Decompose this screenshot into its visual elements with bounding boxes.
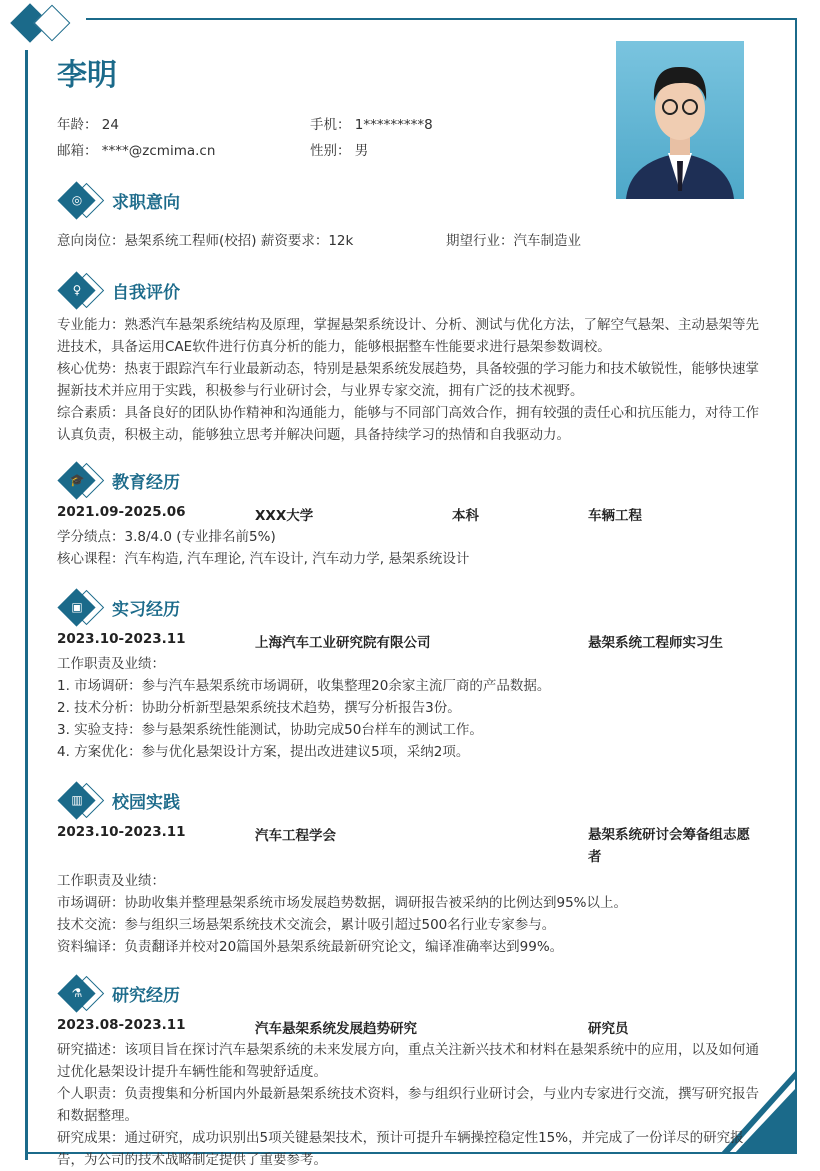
section-job-intent: ◎ 求职意向 意向岗位：悬架系统工程师(校招) 薪资要求：12k 期望行业：汽车制造业 — [57, 180, 767, 252]
section-self-evaluation: ♀ 自我评价 专业能力：熟悉汽车悬架系统结构及原理，掌握悬架系统设计、分析、测试与优化方法，了解空气悬架、主动悬架等先进技术，具备运用CAE软件进行仿真分析的能力，能够根据整车性能要求进行悬架参数调校。 核心优势：热衷于跟踪汽车行业最新动态，特别是悬架系统发展趋势，具备较强的学习能力和技术敏锐性，能够快速掌握新技术并应用于实践，积极参与行业研讨会，与业界专家交流，拥有广泛的技术视野。 综合素质：具备良好的团队协作精神和沟通能力，能够与不同部门高效合作，拥有较强的责任心和抗压能力，对待工作认真负责，积极主动，能够独立思考并解决问题，具备持续学习的热情和自我驱动力。 — [57, 270, 767, 446]
section-title: 求职意向 — [112, 192, 180, 213]
section-title: 教育经历 — [112, 472, 180, 493]
corner-diamond-outline — [34, 5, 71, 42]
section-education: 🎓 教育经历 2021.09-2025.06 XXX大学 本科 车辆工程 学分绩点：3.8/4.0 (专业排名前5%) 核心课程：汽车构造, 汽车理论, 汽车设计, 汽车动力学, 悬架系统设计 — [57, 460, 767, 570]
section-title: 实习经历 — [112, 599, 180, 620]
section-title: 研究经历 — [112, 985, 180, 1006]
age: 年龄： 24 — [57, 117, 119, 133]
section-campus: ▥ 校园实践 2023.10-2023.11 汽车工程学会 悬架系统研讨会筹备组志愿者 工作职责及业绩： 市场调研：协助收集并整理悬架系统市场发展趋势数据，调研报告被采纳的比例达到95%以上。 技术交流：参与组织三场悬架系统技术交流会，累计吸引超过500名行业专家参与。 资料编译：负责翻译并校对20篇国外悬架系统最新研究论文，编译准确率达到99%。 — [57, 780, 767, 958]
profile-photo — [616, 41, 744, 199]
email: 邮箱： ****@zcmima.cn — [57, 143, 216, 159]
section-internship: ▣ 实习经历 2023.10-2023.11 上海汽车工业研究院有限公司 悬架系统工程师实习生 工作职责及业绩： 1. 市场调研：参与汽车悬架系统市场调研，收集整理20余家主流厂商的产品数据。 2. 技术分析：协助分析新型悬架系统技术趋势，撰写分析报告3份。 3. 实验支持：参与悬架系统性能测试，协助完成50台样车的测试工作。 4. 方案优化：参与优化悬架设计方案，提出改进建议5项，采纳2项。 — [57, 587, 767, 763]
candidate-name: 李明 — [57, 58, 117, 93]
section-title: 校园实践 — [112, 792, 180, 813]
section-research: ⚗ 研究经历 2023.08-2023.11 汽车悬架系统发展趋势研究 研究员 研究描述：该项目旨在探讨汽车悬架系统的未来发展方向，重点关注新兴技术和材料在悬架系统中的应用，以及如何通过优化悬架设计提升车辆性能和驾驶舒适度。 个人职责：负责搜集和分析国内外最新悬架系统技术资料，参与组织行业研讨会，与业内专家进行交流，撰写研究报告和数据整理。 研究成果：通过研究，成功识别出5项关键悬架技术，预计可提升车辆操控稳定性15%，并完成了一份详尽的研究报告，为公司的技术战略制定提供了重要参考。 — [57, 973, 767, 1171]
section-title: 自我评价 — [112, 282, 180, 303]
frame-top — [86, 18, 797, 20]
gender: 性别： 男 — [310, 143, 369, 159]
frame-left — [25, 50, 28, 1160]
frame-right — [795, 18, 797, 1154]
phone: 手机： 1*********8 — [310, 117, 433, 133]
